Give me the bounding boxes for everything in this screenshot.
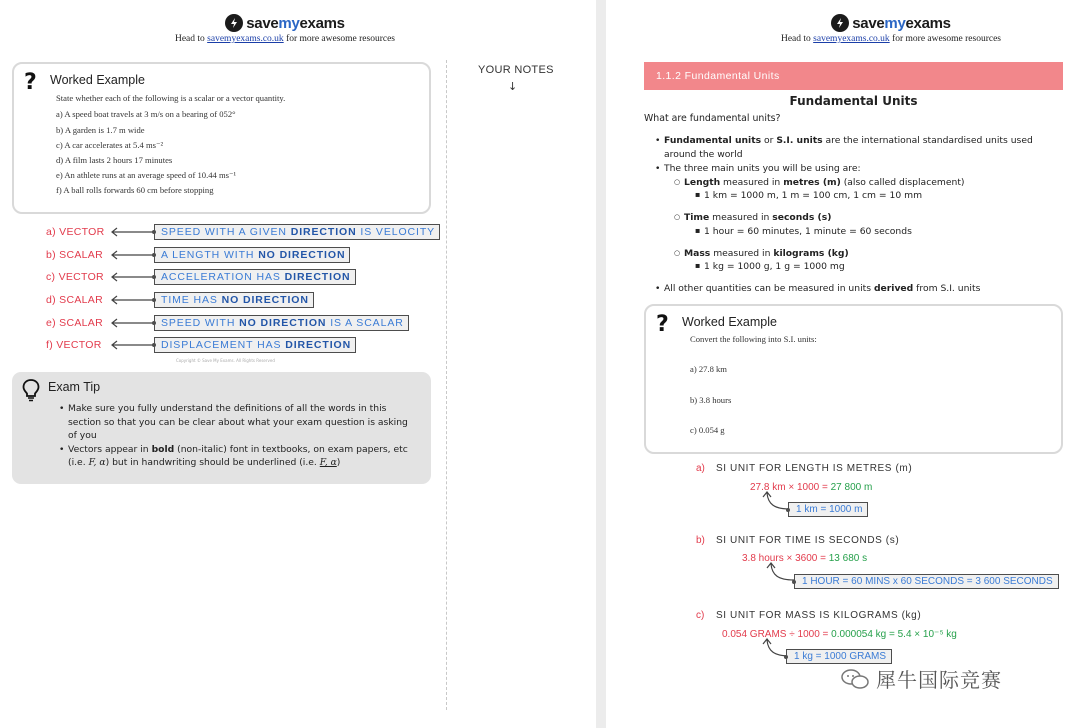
solution-a-calc: 27.8 km × 1000 = 27 800 m: [750, 482, 873, 493]
answer-row: [46, 314, 409, 332]
bullet-derived-units: • All other quantities can be measured in units derived from S.I. units: [664, 283, 980, 294]
bolt-logo-icon: [225, 14, 243, 32]
answer-explanation: A LENGTH WITH NO DIRECTION: [154, 247, 350, 263]
question-e: e) An athlete runs at an average speed of 10.44 ms⁻¹: [56, 170, 237, 180]
length-conversions: ▪ 1 km = 1000 m, 1 m = 100 cm, 1 cm = 10 mm: [704, 190, 922, 201]
bullet-fundamental-units: • Fundamental units or S.I. units are the international standardised units used: [664, 135, 1033, 146]
left-arrow-icon: [110, 227, 154, 237]
question-a: a) 27.8 km: [690, 364, 727, 374]
answer-explanation: ACCELERATION HAS DIRECTION: [154, 269, 356, 285]
brand-logo-text: savemyexams: [246, 14, 345, 32]
left-arrow-icon: [110, 318, 154, 328]
answer-label: f) VECTOR: [46, 339, 102, 351]
unit-mass: ○ Mass measured in kilograms (kg): [684, 248, 849, 259]
exam-tip-list: [68, 402, 418, 470]
exam-tip-title: Exam Tip: [48, 380, 101, 394]
section-question: What are fundamental units?: [644, 113, 781, 124]
solution-c-note: 1 kg = 1000 GRAMS: [786, 649, 892, 664]
answer-label: e) SCALAR: [46, 317, 103, 329]
chat-bubbles-icon: [840, 668, 870, 690]
brand-tagline: Head to savemyexams.co.uk for more awesome resources: [780, 34, 1002, 44]
brand-logo-text: savemyexams: [852, 14, 951, 32]
solution-a-label: a): [696, 463, 705, 474]
answer-row: [46, 291, 314, 309]
bolt-logo-icon: [831, 14, 849, 32]
worked-example-prompt: State whether each of the following is a scalar or a vector quantity.: [56, 93, 286, 103]
solution-c-heading: SI UNIT FOR MASS IS KILOGRAMS (kg): [716, 610, 922, 621]
question-mark-icon: ?: [24, 70, 37, 95]
site-link[interactable]: savemyexams.co.uk: [813, 34, 890, 44]
question-f: f) A ball rolls forwards 60 cm before stopping: [56, 185, 214, 195]
your-notes-heading: YOUR NOTES: [478, 64, 554, 76]
answer-label: a) VECTOR: [46, 226, 105, 238]
solution-b-calc: 3.8 hours × 3600 = 13 680 s: [742, 553, 868, 564]
solution-a-note: 1 km = 1000 m: [788, 502, 868, 517]
solution-b-heading: SI UNIT FOR TIME IS SECONDS (s): [716, 535, 900, 546]
unit-length: ○ Length measured in metres (m) (also called displacement): [684, 177, 965, 188]
answer-row: [46, 246, 350, 264]
answer-explanation: SPEED WITH A GIVEN DIRECTION IS VELOCITY: [154, 224, 440, 240]
answer-label: d) SCALAR: [46, 294, 103, 306]
question-a: a) A speed boat travels at 3 m/s on a bearing of 052°: [56, 109, 236, 119]
brand-header-right: [746, 14, 1036, 44]
exam-tip-item: • Vectors appear in bold (non-italic) font in textbooks, on exam papers, etc (i.e. F, α) but in handwriting should be underlined (i.e. F, α): [68, 443, 418, 470]
question-d: d) A film lasts 2 hours 17 minutes: [56, 155, 173, 165]
time-conversions: ▪ 1 hour = 60 minutes, 1 minute = 60 seconds: [704, 226, 912, 237]
solution-a-heading: SI UNIT FOR LENGTH IS METRES (m): [716, 463, 913, 474]
notes-divider: [446, 60, 447, 710]
watermark-text: 犀牛国际竞赛: [876, 668, 1002, 692]
question-mark-icon: ?: [656, 312, 669, 337]
copyright-note: Copyright © Save My Exams. All Rights Reserved: [176, 358, 275, 363]
watermark: [840, 664, 1002, 693]
section-title: 1.1.2 Fundamental Units: [656, 70, 780, 82]
worked-example-box: [644, 304, 1063, 454]
solution-c-label: c): [696, 610, 705, 621]
worked-example-prompt: Convert the following into S.I. units:: [690, 334, 817, 344]
answer-row: [46, 223, 440, 241]
question-c: c) A car accelerates at 5.4 ms⁻²: [56, 140, 164, 150]
left-arrow-icon: [110, 340, 154, 350]
question-c: c) 0.054 g: [690, 425, 725, 435]
answer-label: c) VECTOR: [46, 271, 104, 283]
question-b: b) A garden is 1.7 m wide: [56, 125, 145, 135]
lightbulb-icon: [21, 378, 41, 402]
question-b: b) 3.8 hours: [690, 395, 732, 405]
solution-b-label: b): [696, 535, 705, 546]
worked-example-title: Worked Example: [682, 315, 777, 329]
section-title-bar: [644, 62, 1063, 90]
exam-tip-item: • Make sure you fully understand the definitions of all the words in this section so that you can be clear about what your exam question is asking of you: [68, 402, 418, 443]
solution-b-note: 1 HOUR = 60 MINS x 60 SECONDS = 3 600 SECONDS: [794, 574, 1059, 589]
left-arrow-icon: [110, 295, 154, 305]
site-link[interactable]: savemyexams.co.uk: [207, 34, 284, 44]
mass-conversions: ▪ 1 kg = 1000 g, 1 g = 1000 mg: [704, 261, 845, 272]
bullet-three-units: • The three main units you will be using are:: [664, 163, 861, 174]
down-arrow-icon: ↓: [508, 80, 518, 93]
page-heading: Fundamental Units: [789, 94, 918, 108]
brand-tagline: Head to savemyexams.co.uk for more awesome resources: [174, 34, 396, 44]
right-page: [606, 0, 1080, 728]
bullet-continuation: around the world: [664, 149, 743, 160]
answer-row: [46, 268, 356, 286]
answer-explanation: SPEED WITH NO DIRECTION IS A SCALAR: [154, 315, 409, 331]
left-arrow-icon: [110, 272, 154, 282]
worked-example-box: [12, 62, 431, 214]
exam-tip-box: [12, 372, 431, 484]
answer-row: [46, 336, 356, 354]
answer-explanation: DISPLACEMENT HAS DIRECTION: [154, 337, 356, 353]
answer-explanation: TIME HAS NO DIRECTION: [154, 292, 314, 308]
brand-header-left: [140, 14, 430, 44]
left-arrow-icon: [110, 250, 154, 260]
solution-c-calc: 0.054 GRAMS ÷ 1000 = 0.000054 kg = 5.4 × 10⁻⁵ kg: [722, 629, 957, 640]
worked-example-title: Worked Example: [50, 73, 145, 87]
unit-time: ○ Time measured in seconds (s): [684, 212, 831, 223]
answer-label: b) SCALAR: [46, 249, 103, 261]
